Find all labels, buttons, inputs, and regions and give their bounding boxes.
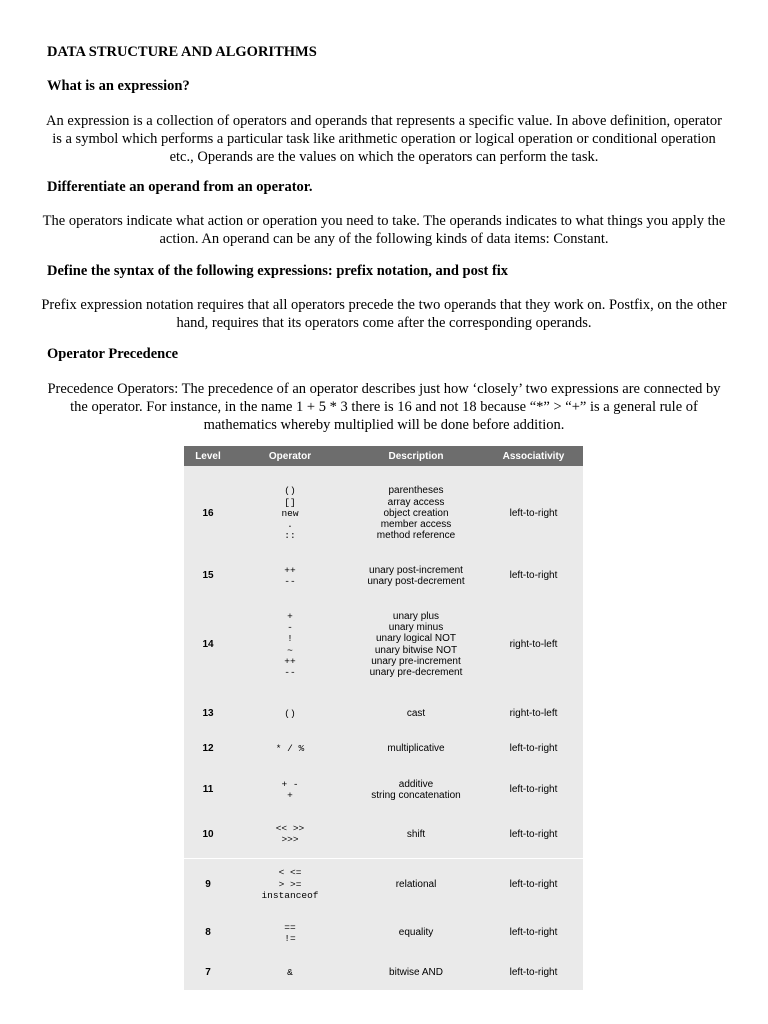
associativity-cell: left-to-right — [484, 811, 583, 858]
table-row — [184, 858, 583, 910]
operator-cell: * / % — [232, 729, 348, 769]
level-cell: 8 — [184, 910, 232, 956]
description-cell: unary post-increment unary post-decrement — [348, 561, 484, 591]
operator-precedence-table — [184, 446, 583, 990]
operator-cell: < <= > >= instanceof — [232, 858, 348, 910]
description-cell: shift — [348, 811, 484, 858]
level-cell: 14 — [184, 591, 232, 698]
level-cell: 12 — [184, 729, 232, 769]
operator-cell: == != — [232, 910, 348, 956]
header-associativity: Associativity — [484, 446, 583, 466]
level-cell: 10 — [184, 811, 232, 858]
table-row — [184, 698, 583, 729]
description-cell: bitwise AND — [348, 956, 484, 990]
table-row — [184, 910, 583, 956]
paragraph-prefix-postfix: Prefix expression notation requires that all operators precede the two operands that they work on. Postfix, on the other hand, requires that its operators come after the corresponding operands. — [41, 297, 727, 331]
table-row — [184, 466, 583, 561]
table-row — [184, 591, 583, 698]
operator-cell: () [] new . :: — [232, 466, 348, 561]
header-level: Level — [184, 446, 232, 466]
level-cell: 16 — [184, 466, 232, 561]
operator-cell: + - ! ~ ++ -- — [232, 591, 348, 698]
associativity-cell: left-to-right — [484, 729, 583, 769]
description-cell: multiplicative — [348, 729, 484, 769]
description-cell: unary plus unary minus unary logical NOT unary bitwise NOT unary pre-increment unary pre-decrement — [348, 591, 484, 698]
associativity-cell: right-to-left — [484, 591, 583, 698]
document-title: DATA STRUCTURE AND ALGORITHMS — [47, 44, 317, 60]
level-cell: 13 — [184, 698, 232, 729]
table-row — [184, 561, 583, 591]
description-cell: cast — [348, 698, 484, 729]
level-cell: 11 — [184, 769, 232, 811]
associativity-cell: left-to-right — [484, 858, 583, 910]
operator-cell: ++ -- — [232, 561, 348, 591]
operator-cell: & — [232, 956, 348, 990]
level-cell: 7 — [184, 956, 232, 990]
heading-operand-vs-operator: Differentiate an operand from an operator. — [47, 179, 313, 195]
associativity-cell: left-to-right — [484, 956, 583, 990]
associativity-cell: left-to-right — [484, 769, 583, 811]
associativity-cell: left-to-right — [484, 910, 583, 956]
paragraph-expression-definition: An expression is a collection of operators and operands that represents a specific value. In above definition, operator is a symbol which performs a particular task like arithmetic operation or logical operation or conditional operation etc., Operands are the values on which the operators can perform the task. — [45, 113, 723, 165]
operator-cell: << >> >>> — [232, 811, 348, 858]
description-cell: equality — [348, 910, 484, 956]
level-cell: 15 — [184, 561, 232, 591]
heading-prefix-postfix: Define the syntax of the following expressions: prefix notation, and post fix — [47, 263, 509, 279]
associativity-cell: left-to-right — [484, 466, 583, 561]
associativity-cell: left-to-right — [484, 561, 583, 591]
description-cell: parentheses array access object creation member access method reference — [348, 466, 484, 561]
associativity-cell: right-to-left — [484, 698, 583, 729]
table-row — [184, 956, 583, 990]
description-cell: relational — [348, 858, 484, 910]
paragraph-operator-precedence: Precedence Operators: The precedence of an operator describes just how ‘closely’ two expressions are connected by the operator. For instance, in the name 1 + 5 * 3 there is 16 and not 18 because “*” > “+” is a general rule of mathematics whereby multiplied will be done before addition. — [47, 381, 721, 433]
operator-cell: + - + — [232, 769, 348, 811]
table-row — [184, 811, 583, 858]
level-cell: 9 — [184, 858, 232, 910]
table-row — [184, 729, 583, 769]
heading-operator-precedence: Operator Precedence — [47, 346, 179, 362]
header-description: Description — [348, 446, 484, 466]
description-cell: additive string concatenation — [348, 769, 484, 811]
header-operator: Operator — [232, 446, 348, 466]
heading-what-is-expression: What is an expression? — [47, 78, 190, 94]
paragraph-operand-vs-operator: The operators indicate what action or operation you need to take. The operands indicates to what things you apply the action. An operand can be any of the following kinds of data items: Constant. — [42, 213, 726, 247]
table-header-row — [184, 446, 583, 466]
table-row — [184, 769, 583, 811]
operator-cell: () — [232, 698, 348, 729]
